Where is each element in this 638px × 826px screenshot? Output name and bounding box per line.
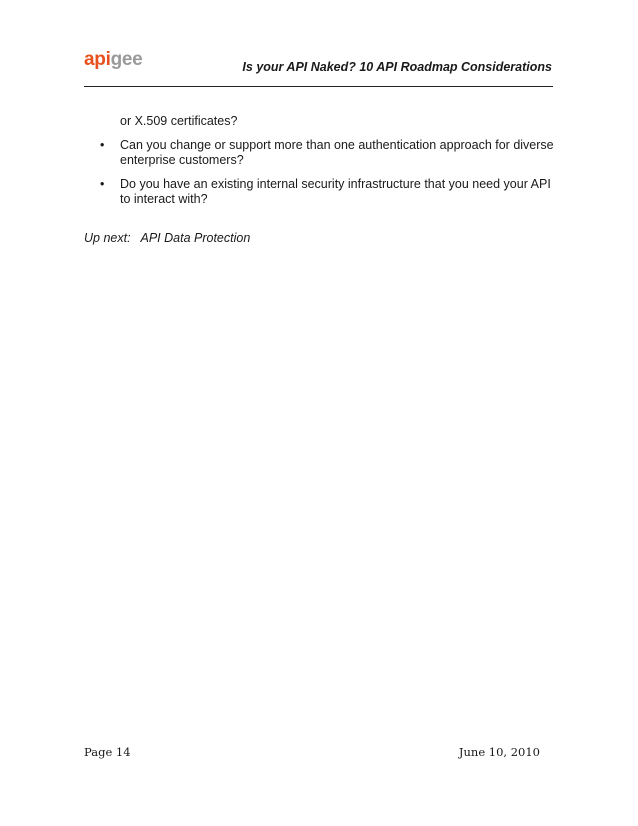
logo-text-api: api	[84, 49, 111, 70]
list-item-text: Can you change or support more than one authentication approach for diverse enterprise customers?	[120, 138, 554, 167]
bullet-list	[84, 138, 554, 207]
apigee-logo	[84, 50, 142, 70]
bullet-icon: •	[100, 138, 105, 152]
list-item	[84, 138, 554, 168]
bullet-icon: •	[100, 177, 105, 191]
header-divider	[84, 86, 553, 87]
list-item-text: Do you have an existing internal security infrastructure that you need your API to interact with?	[120, 177, 551, 206]
continued-text: or X.509 certificates?	[120, 114, 238, 128]
document-header-title: Is your API Naked? 10 API Roadmap Considerations	[242, 60, 552, 74]
up-next-note: Up next: API Data Protection	[84, 231, 251, 245]
footer-date: June 10, 2010	[458, 745, 540, 759]
logo-text-gee: gee	[110, 49, 143, 70]
page-number: Page 14	[84, 745, 131, 759]
list-item	[84, 177, 554, 207]
page-body	[84, 114, 554, 246]
